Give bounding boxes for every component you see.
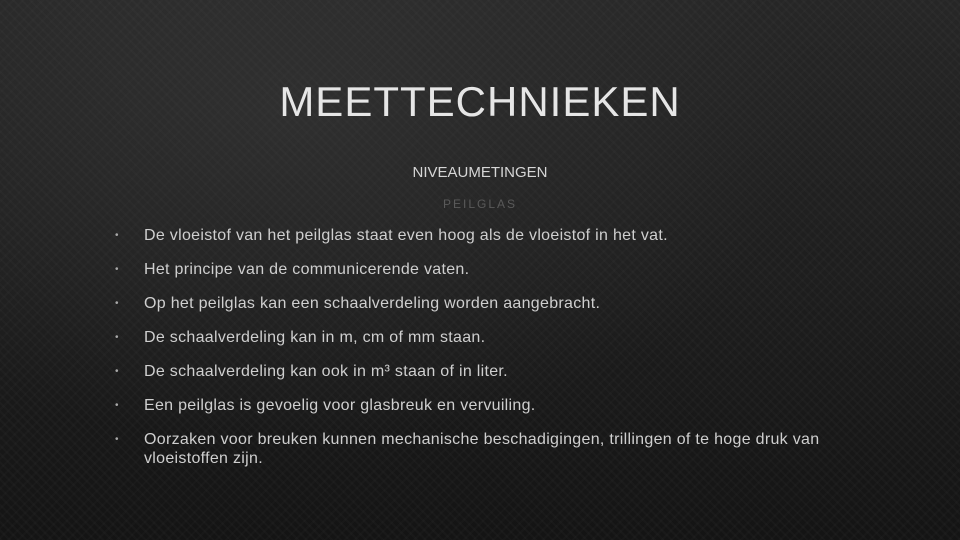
bullet-item: [110, 328, 870, 347]
bullet-item: [110, 226, 870, 245]
bullet-list: [110, 226, 870, 483]
bullet-item: [110, 430, 870, 468]
bullet-item: [110, 294, 870, 313]
bullet-icon: •: [115, 298, 119, 309]
bullet-text: Een peilglas is gevoelig voor glasbreuk en vervuiling.: [144, 397, 536, 414]
slide-subheading: PEILGLAS: [442, 197, 518, 211]
bullet-icon: •: [115, 434, 119, 445]
bullet-text: De schaalverdeling kan in m, cm of mm staan.: [144, 329, 486, 346]
bullet-item: [110, 260, 870, 279]
bullet-icon: •: [115, 332, 119, 343]
bullet-text: Oorzaken voor breuken kunnen mechanische beschadigingen, trillingen of te hoge druk van vloeistoffen zijn.: [144, 431, 820, 467]
bullet-item: [110, 362, 870, 381]
bullet-text: Het principe van de communicerende vaten.: [144, 261, 470, 278]
bullet-text: De vloeistof van het peilglas staat even hoog als de vloeistof in het vat.: [144, 227, 668, 244]
bullet-icon: •: [115, 264, 119, 275]
bullet-text: De schaalverdeling kan ook in m³ staan of in liter.: [144, 363, 508, 380]
bullet-icon: •: [115, 400, 119, 411]
slide-subtitle: NIVEAUMETINGEN: [412, 164, 548, 181]
bullet-icon: •: [115, 366, 119, 377]
bullet-icon: •: [115, 230, 119, 241]
bullet-text: Op het peilglas kan een schaalverdeling worden aangebracht.: [144, 295, 601, 312]
bullet-item: [110, 396, 870, 415]
slide-title: MEETTECHNIEKEN: [279, 78, 681, 125]
